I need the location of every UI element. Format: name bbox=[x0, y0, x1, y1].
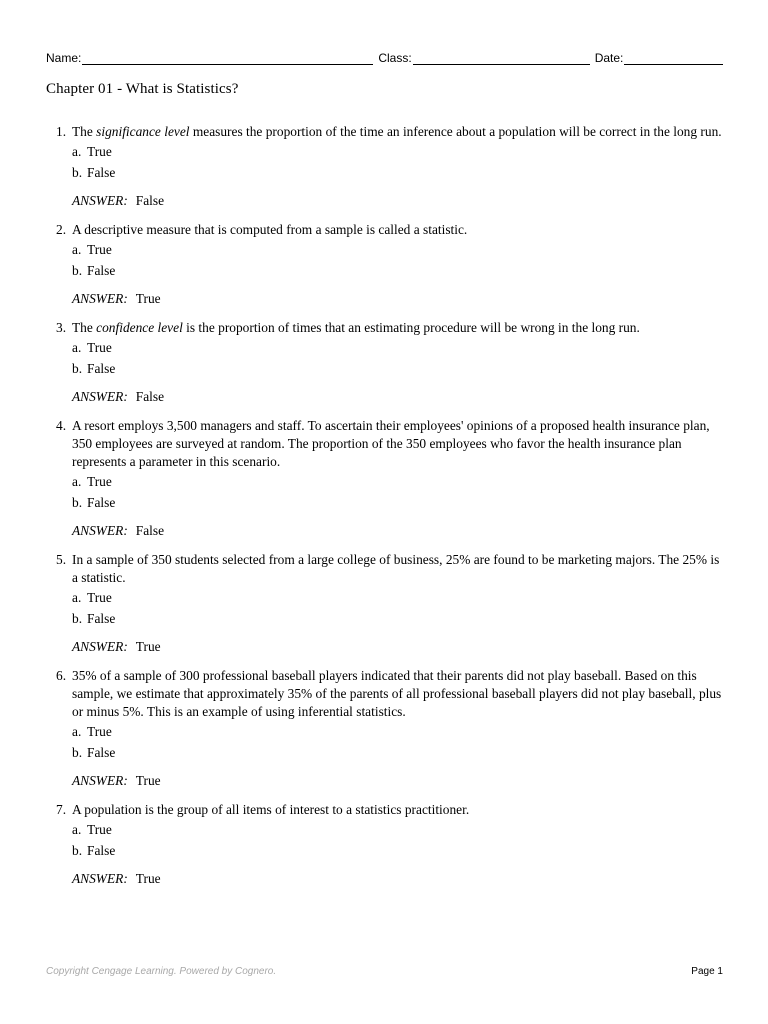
question-item bbox=[54, 417, 724, 540]
question-text: A descriptive measure that is computed from a sample is called a statistic. bbox=[72, 222, 468, 237]
choice-a: a. True bbox=[72, 144, 112, 159]
answer-value: False bbox=[135, 193, 165, 208]
answer-line bbox=[72, 638, 724, 656]
answer-value: True bbox=[135, 639, 161, 654]
choice-b: b. False bbox=[72, 745, 116, 760]
choice-a: a. True bbox=[72, 724, 112, 739]
answer-value: True bbox=[135, 291, 161, 306]
answer-line bbox=[72, 290, 724, 308]
answer-label: ANSWER: bbox=[72, 639, 128, 654]
copyright-text: Copyright Cengage Learning. Powered by Cognero. bbox=[46, 966, 277, 977]
choice-a: a. True bbox=[72, 474, 112, 489]
question-text: The confidence level is the proportion of times that an estimating procedure will be wrong in the long run. bbox=[72, 320, 640, 335]
choice-a: a. True bbox=[72, 242, 112, 257]
answer-label: ANSWER: bbox=[72, 773, 128, 788]
question-number: 3. bbox=[56, 320, 67, 335]
name-label: Name: bbox=[46, 51, 82, 65]
question-text: A resort employs 3,500 managers and staff. To ascertain their employees' opinions of a proposed health insurance plan, 350 employees are surveyed at random. The proportion of the 350 employees who favor the health insurance plan represents a parameter in this scenario. bbox=[72, 418, 710, 469]
choice-b: b. False bbox=[72, 263, 116, 278]
question-number: 1. bbox=[56, 124, 67, 139]
answer-label: ANSWER: bbox=[72, 291, 128, 306]
question-number: 4. bbox=[56, 418, 67, 433]
question-item bbox=[54, 801, 724, 888]
answer-label: ANSWER: bbox=[72, 389, 128, 404]
choice-b: b. False bbox=[72, 495, 116, 510]
choice-b: b. False bbox=[72, 165, 116, 180]
question-text: The significance level measures the proportion of the time an inference about a population will be correct in the long run. bbox=[72, 124, 722, 139]
choice-b: b. False bbox=[72, 611, 116, 626]
question-number: 2. bbox=[56, 222, 67, 237]
choice-b: b. False bbox=[72, 361, 116, 376]
page-footer bbox=[46, 966, 723, 977]
question-item bbox=[54, 551, 724, 656]
answer-label: ANSWER: bbox=[72, 193, 128, 208]
answer-line bbox=[72, 388, 724, 406]
choice-b: b. False bbox=[72, 843, 116, 858]
question-number: 5. bbox=[56, 552, 67, 567]
answer-line bbox=[72, 772, 724, 790]
question-item bbox=[54, 319, 724, 406]
class-label: Class: bbox=[378, 51, 412, 65]
answer-label: ANSWER: bbox=[72, 523, 128, 538]
answer-value: True bbox=[135, 773, 161, 788]
choice-a: a. True bbox=[72, 822, 112, 837]
question-item bbox=[54, 123, 724, 210]
question-number: 6. bbox=[56, 668, 67, 683]
question-emphasis: significance level bbox=[96, 124, 190, 139]
date-field-line[interactable] bbox=[624, 50, 723, 65]
answer-line bbox=[72, 870, 724, 888]
chapter-title: Chapter 01 - What is Statistics? bbox=[46, 81, 239, 97]
date-label: Date: bbox=[594, 51, 624, 65]
answer-line bbox=[72, 522, 724, 540]
question-list bbox=[54, 123, 724, 899]
student-info-header bbox=[46, 47, 723, 65]
answer-value: True bbox=[135, 871, 161, 886]
question-text: In a sample of 350 students selected from a large college of business, 25% are found to be marketing majors. The 25% is a statistic. bbox=[72, 552, 720, 585]
choice-a: a. True bbox=[72, 590, 112, 605]
class-field-line[interactable] bbox=[413, 50, 590, 65]
answer-label: ANSWER: bbox=[72, 871, 128, 886]
question-number: 7. bbox=[56, 802, 67, 817]
page-number: Page 1 bbox=[691, 966, 723, 977]
question-emphasis: confidence level bbox=[96, 320, 183, 335]
answer-line bbox=[72, 192, 724, 210]
question-item bbox=[54, 667, 724, 790]
question-item bbox=[54, 221, 724, 308]
question-text: 35% of a sample of 300 professional baseball players indicated that their parents did not play baseball. Based on this sample, we estimate that approximately 35% of the parents of all professional baseball players did not play baseball, plus or minus 5%. This is an example of using inferential statistics. bbox=[72, 668, 722, 719]
name-field-line[interactable] bbox=[82, 50, 373, 65]
choice-a: a. True bbox=[72, 340, 112, 355]
question-text: A population is the group of all items of interest to a statistics practitioner. bbox=[72, 802, 470, 817]
answer-value: False bbox=[135, 389, 165, 404]
answer-value: False bbox=[135, 523, 165, 538]
